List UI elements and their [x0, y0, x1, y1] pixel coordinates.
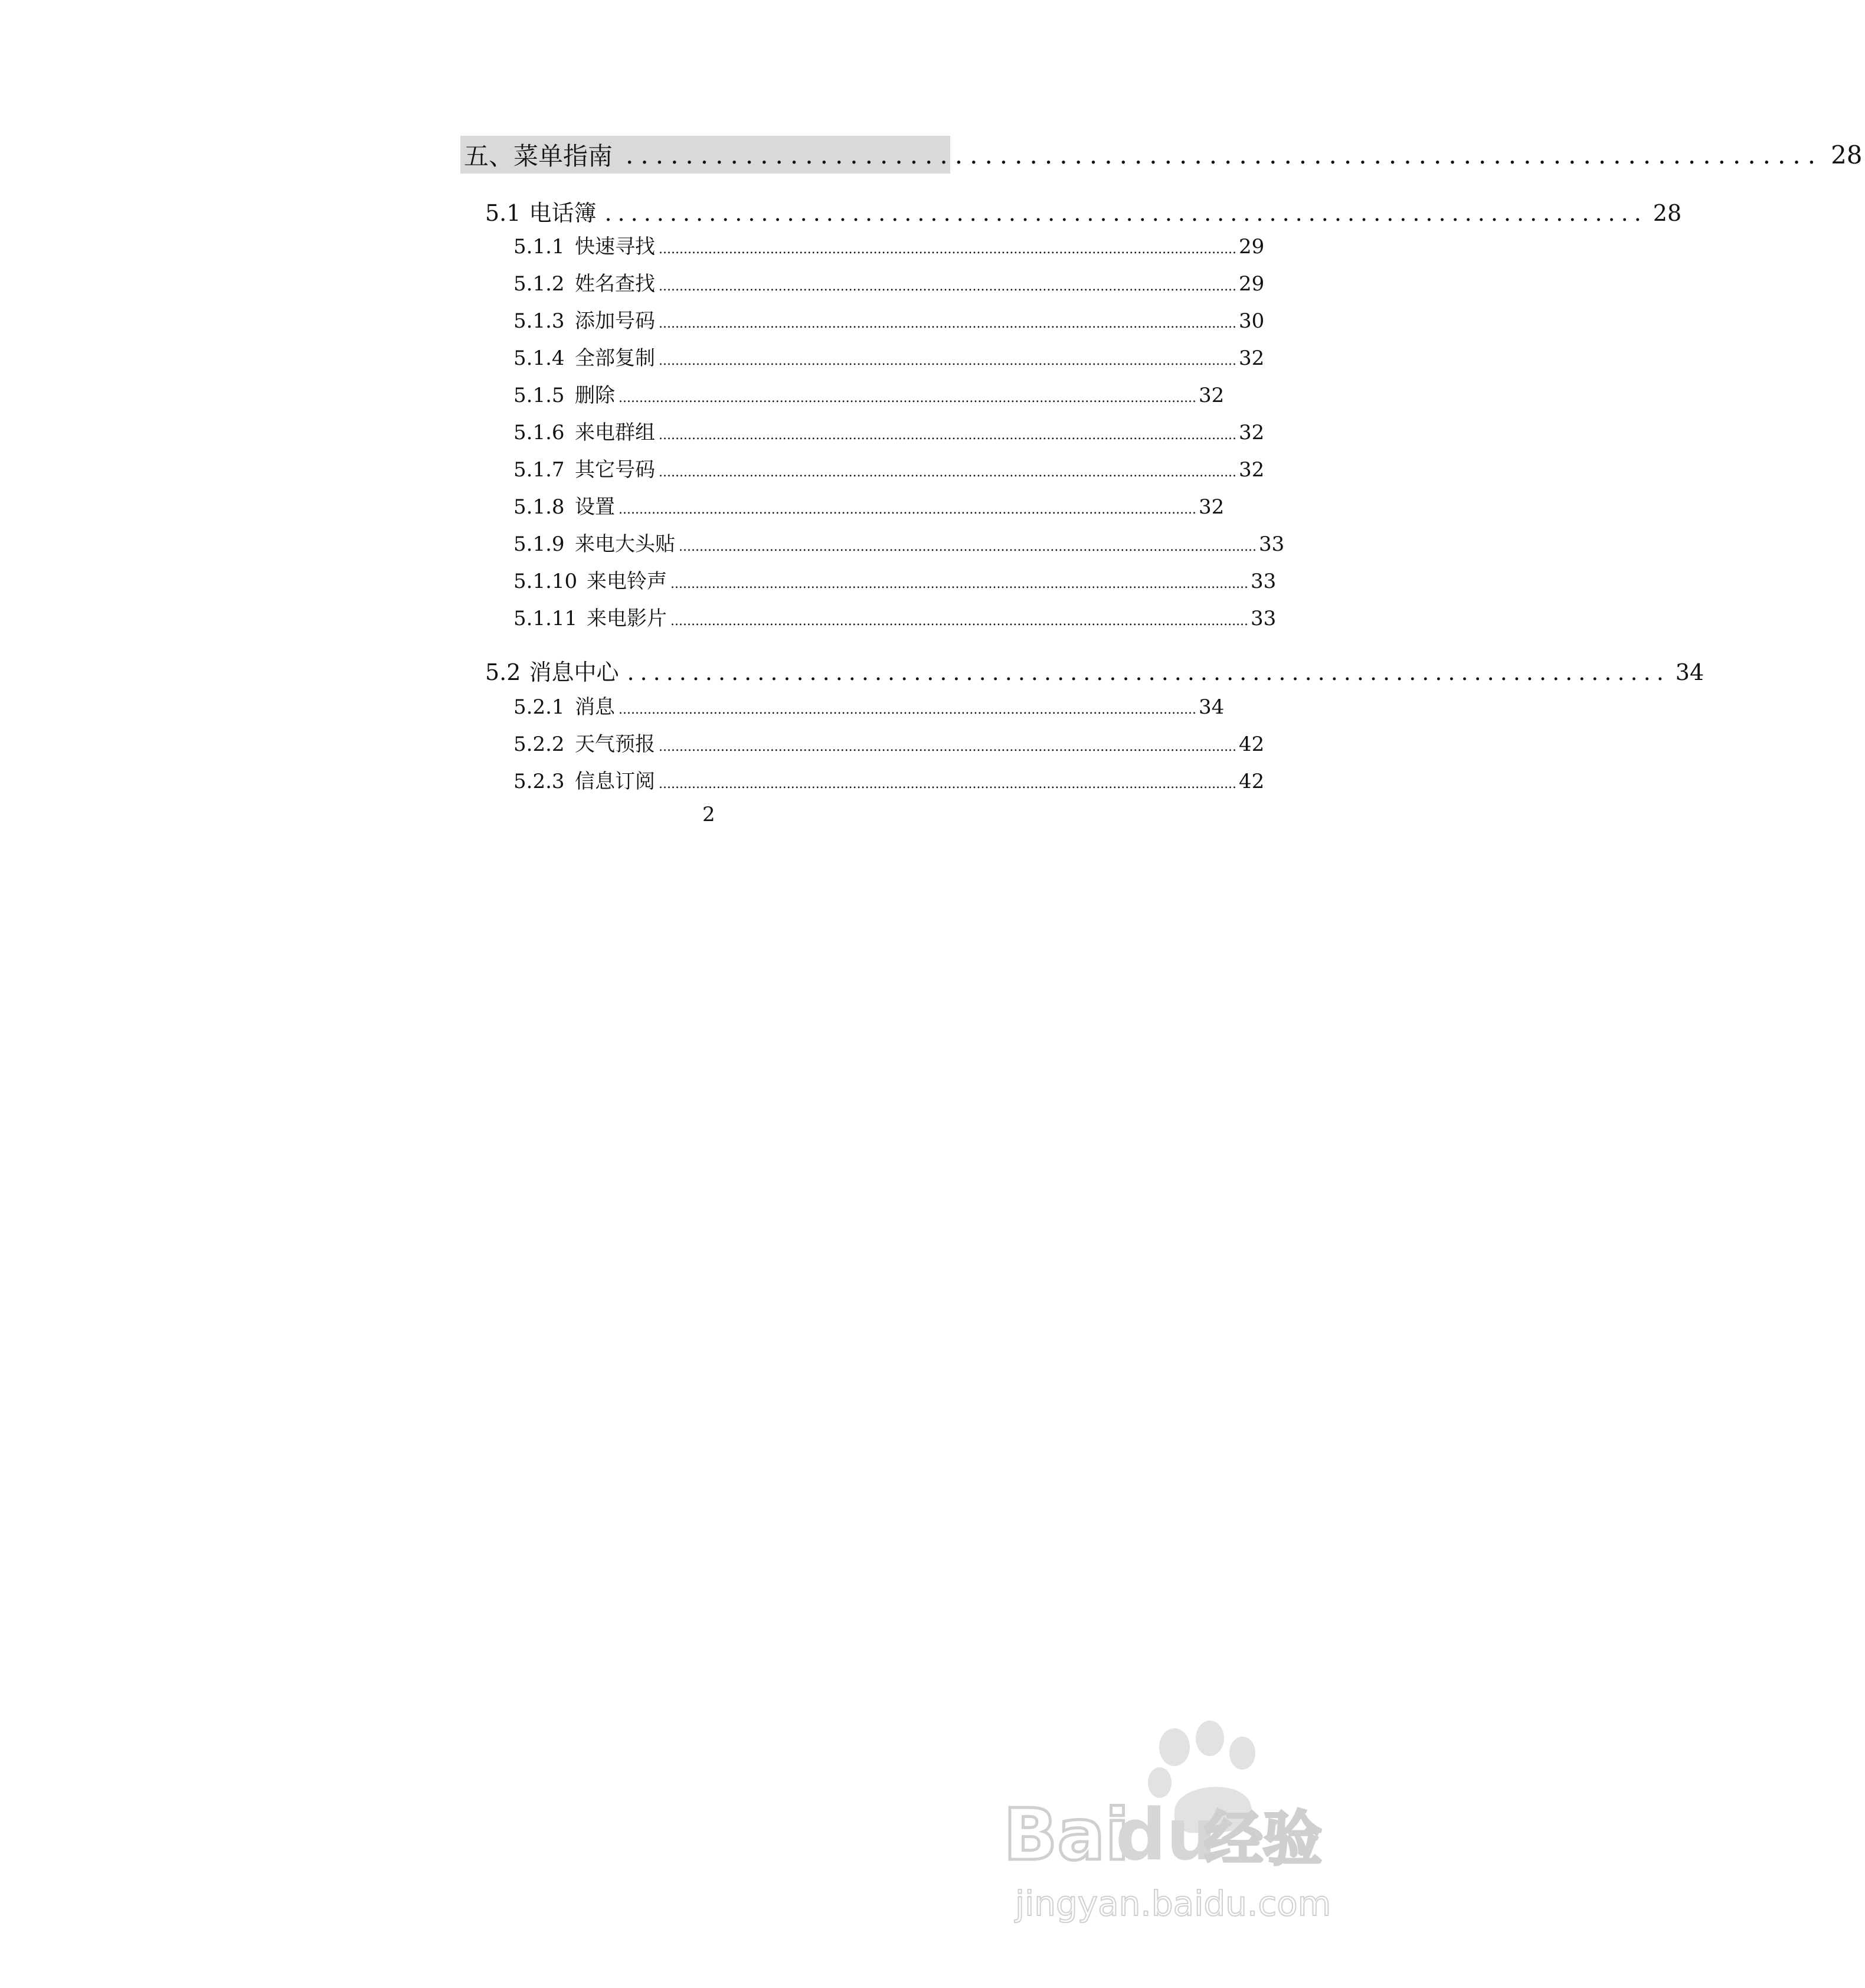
item-title: 来电铃声 [587, 570, 667, 593]
leader-dots: ............................................................................................................................................ [659, 354, 1237, 368]
page-number: 2 [702, 803, 715, 826]
section-page: 28 [1653, 200, 1682, 226]
item-page: 33 [1251, 607, 1277, 630]
item-number: 5.1.11 [513, 607, 578, 630]
leader-dots: ............................................................................................................................................ [659, 740, 1237, 754]
item-number: 5.1.6 [513, 421, 565, 444]
toc-item-row[interactable] [513, 230, 1265, 259]
chapter-number: 五、 [464, 142, 514, 171]
item-number: 5.1.9 [513, 532, 565, 556]
toc-item-row[interactable] [513, 416, 1265, 445]
section-title: 电话簿 [529, 200, 597, 226]
toc-item-row[interactable] [513, 765, 1265, 794]
item-page: 32 [1199, 384, 1225, 407]
item-page: 29 [1239, 235, 1265, 259]
toc-item-row[interactable] [513, 453, 1265, 482]
chapter-page: 28 [1831, 140, 1863, 169]
leader-dots: ............................................................................................................................................ [659, 279, 1237, 294]
watermark-brand-logo: Bai [1003, 1794, 1130, 1876]
item-page: 34 [1199, 695, 1225, 719]
item-page: 42 [1239, 770, 1265, 793]
item-number: 5.2.1 [513, 695, 565, 719]
toc-item-row[interactable] [513, 305, 1265, 333]
toc-section-row[interactable] [485, 654, 1704, 686]
watermark-brand-logo-jy: 经验 [1204, 1804, 1322, 1873]
item-number: 5.1.1 [513, 235, 565, 259]
chapter-title: 菜单指南 [513, 142, 613, 171]
toc-item-row[interactable] [513, 379, 1225, 408]
item-number: 5.2.3 [513, 770, 565, 793]
leader-dots: ............................................................................................................................................ [659, 316, 1237, 331]
item-number: 5.1.4 [513, 346, 565, 370]
item-page: 42 [1239, 733, 1265, 756]
leader-dots: ............................................................................................................................................ [679, 539, 1257, 554]
item-title: 设置 [575, 495, 615, 519]
item-number: 5.1.3 [513, 309, 565, 333]
leader-dots: ............................................................................................................................................ [659, 428, 1237, 443]
leader-dots: ................................................................................ [604, 200, 1647, 226]
item-page: 33 [1251, 570, 1277, 593]
item-number: 5.1.10 [513, 570, 578, 593]
watermark-url-logo: jingyan.baidu.com [1015, 1884, 1331, 1924]
item-page: 32 [1199, 495, 1225, 519]
leader-dots: ............................................................................................................................................ [670, 577, 1249, 591]
leader-dots: ............................................................................................................................................ [619, 502, 1197, 517]
watermark-brand-logo-du: du [1115, 1794, 1217, 1876]
item-title: 删除 [575, 384, 615, 407]
item-page: 29 [1239, 272, 1265, 296]
leader-dots: ............................................................................................................................................ [659, 465, 1237, 480]
leader-dots: ............................................................................................................................................ [659, 777, 1237, 792]
item-title: 天气预报 [575, 733, 655, 756]
leader-dots: ................................................................................ [626, 140, 1823, 169]
item-number: 5.1.5 [513, 384, 565, 407]
item-page: 30 [1239, 309, 1265, 333]
item-title: 姓名查找 [575, 272, 655, 296]
baidu-jingyan-watermark [997, 1712, 1363, 1936]
toc-item-row[interactable] [513, 728, 1265, 757]
toc-section-row[interactable] [485, 195, 1682, 227]
section-number: 5.2 [485, 659, 521, 685]
toc-chapter-row[interactable] [460, 136, 1863, 174]
item-number: 5.2.2 [513, 733, 565, 756]
leader-dots: ............................................................................................................................................ [659, 242, 1237, 257]
toc-item-row[interactable] [513, 565, 1277, 594]
leader-dots: ............................................................................................................................................ [670, 614, 1249, 629]
section-number: 5.1 [485, 200, 521, 226]
item-page: 32 [1239, 421, 1265, 444]
section-page: 34 [1675, 659, 1704, 685]
item-number: 5.1.2 [513, 272, 565, 296]
item-title: 信息订阅 [575, 770, 655, 793]
item-title: 消息 [575, 695, 615, 719]
item-page: 32 [1239, 458, 1265, 482]
item-title: 添加号码 [575, 309, 655, 333]
leader-dots: ................................................................................ [627, 659, 1670, 685]
item-page: 33 [1259, 532, 1285, 556]
item-title: 来电群组 [575, 421, 655, 444]
leader-dots: ............................................................................................................................................ [619, 702, 1197, 717]
toc-item-row[interactable] [513, 528, 1285, 557]
section-title: 消息中心 [529, 659, 619, 685]
toc-item-row[interactable] [513, 342, 1265, 371]
item-title: 全部复制 [575, 346, 655, 370]
item-number: 5.1.7 [513, 458, 565, 482]
item-title: 快速寻找 [575, 235, 655, 259]
toc-item-row[interactable] [513, 691, 1225, 720]
toc-item-row[interactable] [513, 267, 1265, 296]
item-title: 来电影片 [587, 607, 667, 630]
leader-dots: ............................................................................................................................................ [619, 391, 1197, 406]
item-title: 来电大头贴 [575, 532, 675, 556]
toc-item-row[interactable] [513, 602, 1277, 631]
toc-item-row[interactable] [513, 491, 1225, 519]
item-title: 其它号码 [575, 458, 655, 482]
item-number: 5.1.8 [513, 495, 565, 519]
item-page: 32 [1239, 346, 1265, 370]
